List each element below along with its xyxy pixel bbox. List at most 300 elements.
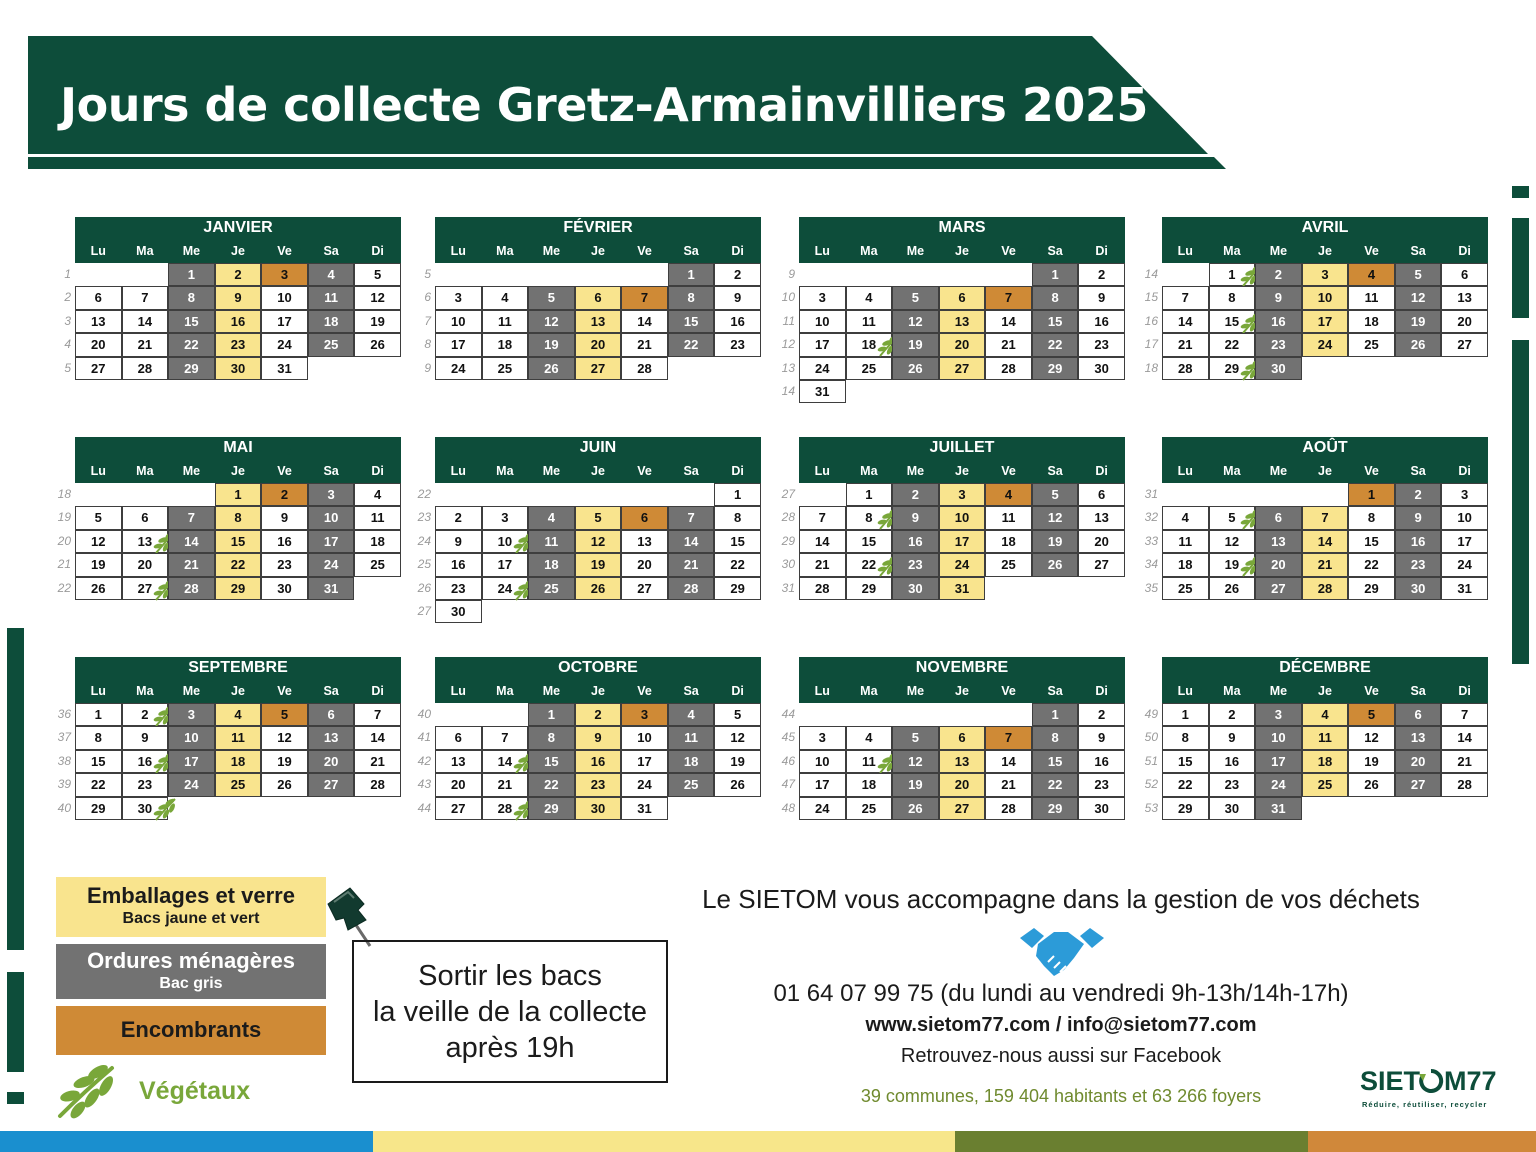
day-cell — [1209, 333, 1256, 356]
day-cell — [354, 703, 401, 726]
day-number: 30 — [1271, 360, 1286, 376]
day-cell — [1209, 726, 1256, 749]
day-number: 4 — [1367, 267, 1376, 282]
empty-cell — [528, 600, 575, 623]
week-row — [1144, 703, 1488, 726]
day-number: 27 — [451, 800, 466, 816]
day-number: 3 — [1321, 267, 1329, 282]
day-cell — [799, 577, 846, 600]
week-number: 13 — [781, 360, 795, 375]
week-row — [57, 530, 401, 553]
day-cell — [985, 310, 1032, 333]
month-calendar — [1144, 657, 1488, 820]
month-header: DÉCEMBRE — [1162, 657, 1488, 679]
day-cell — [1348, 773, 1395, 796]
day-cell — [621, 577, 668, 600]
weekday-header-row — [799, 679, 1125, 703]
empty-cell — [1302, 797, 1349, 820]
weekday-header: Di — [1458, 244, 1471, 258]
day-number: 12 — [1410, 290, 1426, 306]
week-number: 14 — [781, 383, 795, 398]
day-cell — [714, 263, 761, 286]
month-calendar — [1144, 437, 1488, 600]
day-number: 21 — [1001, 337, 1016, 353]
day-number: 31 — [954, 580, 970, 596]
day-cell — [482, 553, 529, 576]
day-number: 11 — [1364, 290, 1379, 306]
day-cell — [354, 286, 401, 309]
day-number: 28 — [370, 777, 385, 793]
day-cell — [261, 286, 308, 309]
day-cell — [528, 310, 575, 333]
day-number: 12 — [590, 533, 606, 549]
day-cell — [1255, 263, 1302, 286]
day-cell — [1078, 726, 1125, 749]
empty-cell — [482, 703, 529, 726]
week-row — [781, 380, 1125, 403]
day-cell — [1209, 750, 1256, 773]
day-cell — [714, 726, 761, 749]
weekday-header: Je — [955, 684, 969, 698]
day-cell — [1162, 750, 1209, 773]
week-number: 15 — [1144, 290, 1158, 305]
day-cell — [261, 506, 308, 529]
day-cell — [122, 797, 169, 820]
day-cell — [985, 797, 1032, 820]
day-cell — [1348, 530, 1395, 553]
day-number: 20 — [1410, 753, 1426, 769]
day-number: 2 — [1274, 267, 1283, 282]
weekday-header-row — [435, 679, 761, 703]
day-cell — [668, 530, 715, 553]
day-number: 15 — [861, 533, 877, 549]
day-number: 9 — [1274, 290, 1283, 306]
day-number: 30 — [1224, 800, 1240, 816]
day-cell — [621, 286, 668, 309]
day-number: 26 — [370, 337, 385, 353]
day-cell — [1441, 726, 1488, 749]
day-number: 29 — [730, 580, 745, 596]
empty-cell — [1209, 483, 1256, 506]
day-number: 26 — [544, 360, 559, 376]
week-number: 25 — [417, 557, 431, 572]
day-cell — [1395, 553, 1442, 576]
day-number: 10 — [277, 290, 292, 306]
day-cell — [215, 703, 262, 726]
day-number: 18 — [683, 753, 699, 769]
day-number: 3 — [454, 290, 462, 306]
empty-cell — [799, 703, 846, 726]
day-cell — [75, 726, 122, 749]
day-number: 29 — [1364, 580, 1379, 596]
day-number: 12 — [544, 313, 559, 329]
day-cell — [1209, 263, 1256, 286]
day-number: 2 — [734, 267, 742, 282]
week-row — [57, 726, 401, 749]
day-number: 10 — [1457, 510, 1472, 526]
week-row — [64, 286, 401, 309]
week-number: 36 — [57, 707, 71, 721]
empty-cell — [435, 703, 482, 726]
day-number: 24 — [1271, 777, 1286, 793]
day-number: 8 — [865, 510, 873, 526]
day-cell — [714, 577, 761, 600]
day-number: 22 — [730, 557, 745, 573]
day-number: 18 — [861, 337, 877, 353]
day-number: 2 — [454, 510, 462, 526]
empty-cell — [621, 263, 668, 286]
day-cell — [799, 506, 846, 529]
week-number: 21 — [57, 557, 71, 572]
info-web[interactable]: www.sietom77.com / info@sietom77.com — [865, 1014, 1257, 1036]
day-number: 1 — [687, 267, 695, 282]
day-cell — [482, 530, 529, 553]
month-header: AVRIL — [1162, 217, 1488, 239]
day-cell — [308, 333, 355, 356]
week-row — [417, 773, 761, 796]
weekday-header: Je — [955, 464, 969, 478]
empty-cell — [354, 797, 401, 820]
week-row — [417, 703, 761, 726]
day-cell — [985, 483, 1032, 506]
day-number: 23 — [1094, 337, 1109, 353]
day-cell — [575, 530, 622, 553]
day-number: 7 — [501, 730, 509, 746]
day-cell — [1032, 750, 1079, 773]
day-number: 4 — [1181, 510, 1189, 526]
weekday-header: Ve — [1001, 464, 1016, 478]
empty-cell — [1441, 797, 1488, 820]
day-number: 25 — [497, 360, 513, 376]
weekday-header: Di — [371, 464, 384, 478]
day-cell — [75, 357, 122, 380]
empty-cell — [799, 263, 846, 286]
day-cell — [1255, 333, 1302, 356]
weekday-header: Di — [1095, 244, 1108, 258]
day-cell — [1078, 286, 1125, 309]
day-number: 13 — [954, 313, 970, 329]
weekday-header-row — [799, 239, 1125, 263]
weekday-header: Ma — [496, 244, 514, 258]
month-header: NOVEMBRE — [799, 657, 1125, 679]
day-number: 29 — [1047, 800, 1063, 816]
week-number: 11 — [782, 313, 795, 328]
day-number: 5 — [1051, 487, 1059, 502]
empty-cell — [1032, 380, 1079, 403]
weekday-header: Lu — [450, 684, 466, 698]
month-calendar — [417, 437, 761, 623]
day-cell — [1395, 773, 1442, 796]
day-number: 23 — [730, 337, 745, 353]
weekday-header: Ma — [136, 244, 154, 258]
day-number: 9 — [594, 730, 602, 746]
day-number: 7 — [640, 290, 649, 306]
day-number: 15 — [730, 533, 745, 549]
day-number: 19 — [544, 337, 559, 353]
day-cell — [939, 530, 986, 553]
day-number: 17 — [954, 533, 970, 549]
day-number: 12 — [370, 290, 385, 306]
weekday-header: Lu — [814, 464, 830, 478]
day-cell — [668, 506, 715, 529]
day-cell — [75, 577, 122, 600]
weekday-header: Ve — [1364, 684, 1379, 698]
day-cell — [1032, 333, 1079, 356]
day-cell — [668, 310, 715, 333]
day-number: 10 — [1317, 290, 1333, 306]
day-number: 15 — [1178, 753, 1193, 769]
weekday-header: Je — [591, 244, 605, 258]
day-cell — [621, 333, 668, 356]
week-row — [1144, 577, 1488, 600]
day-cell — [1348, 286, 1395, 309]
week-row — [781, 553, 1125, 576]
weekday-header-row — [75, 679, 401, 703]
day-cell — [75, 506, 122, 529]
day-cell — [1162, 703, 1209, 726]
day-number: 20 — [637, 557, 652, 573]
empty-cell — [1348, 797, 1395, 820]
week-row — [417, 530, 761, 553]
day-number: 6 — [1274, 510, 1283, 526]
day-cell — [892, 286, 939, 309]
decor-bar-right-1 — [1512, 186, 1529, 198]
day-number: 13 — [1094, 510, 1109, 526]
day-number: 13 — [1271, 533, 1286, 549]
day-number: 26 — [1047, 557, 1063, 573]
day-number: 7 — [374, 707, 382, 722]
week-number: 19 — [57, 510, 71, 525]
day-number: 19 — [1410, 313, 1426, 329]
day-cell — [621, 357, 668, 380]
week-number: 35 — [1144, 580, 1158, 595]
day-cell — [435, 773, 482, 796]
day-cell — [168, 530, 215, 553]
day-number: 21 — [137, 337, 153, 353]
month-calendar — [781, 437, 1125, 600]
week-number: 17 — [1144, 337, 1158, 352]
weekday-header: Ve — [1364, 244, 1379, 258]
day-number: 10 — [815, 313, 830, 329]
day-number: 22 — [1047, 777, 1063, 793]
week-number: 26 — [417, 580, 431, 595]
day-cell — [75, 750, 122, 773]
day-cell — [354, 333, 401, 356]
weekday-header: Je — [591, 464, 605, 478]
week-row — [57, 506, 401, 529]
day-cell — [1255, 357, 1302, 380]
day-number: 17 — [637, 753, 652, 769]
day-number: 1 — [1181, 707, 1189, 722]
day-cell — [799, 797, 846, 820]
day-number: 19 — [1224, 557, 1240, 573]
day-number: 16 — [1271, 313, 1286, 329]
day-number: 7 — [141, 290, 149, 306]
day-number: 15 — [184, 313, 199, 329]
day-cell — [668, 333, 715, 356]
day-cell — [168, 726, 215, 749]
day-cell — [308, 553, 355, 576]
day-cell — [75, 773, 122, 796]
week-row — [417, 553, 761, 576]
empty-cell — [215, 797, 262, 820]
week-number: 47 — [781, 777, 795, 792]
weekday-header: Sa — [323, 244, 339, 258]
week-number: 3 — [64, 313, 71, 328]
weekday-header: Lu — [1177, 464, 1193, 478]
day-number: 4 — [865, 730, 873, 746]
weekday-header: Di — [371, 684, 384, 698]
day-cell — [668, 286, 715, 309]
day-number: 15 — [1047, 753, 1063, 769]
day-cell — [939, 726, 986, 749]
day-number: 17 — [1317, 313, 1333, 329]
day-number: 28 — [1001, 800, 1016, 816]
footer-bar-orange — [1308, 1131, 1536, 1152]
day-cell — [1302, 263, 1349, 286]
day-number: 10 — [954, 510, 970, 526]
empty-cell — [354, 357, 401, 380]
day-number: 14 — [184, 533, 199, 549]
day-cell — [308, 310, 355, 333]
day-number: 8 — [234, 510, 242, 526]
legend-ordures — [56, 944, 326, 999]
day-cell — [1162, 286, 1209, 309]
day-number: 28 — [1001, 360, 1016, 376]
day-number: 11 — [544, 533, 559, 549]
day-cell — [575, 506, 622, 529]
day-number: 29 — [1224, 360, 1240, 376]
day-cell — [122, 506, 169, 529]
day-cell — [1255, 773, 1302, 796]
day-number: 26 — [1224, 580, 1240, 596]
week-row — [57, 483, 401, 506]
day-number: 14 — [1178, 313, 1193, 329]
day-number: 17 — [1457, 533, 1472, 549]
day-number: 13 — [954, 753, 970, 769]
day-number: 16 — [730, 313, 745, 329]
day-number: 13 — [451, 753, 466, 769]
day-number: 27 — [637, 580, 652, 596]
empty-cell — [985, 577, 1032, 600]
day-cell — [75, 310, 122, 333]
day-cell — [168, 357, 215, 380]
day-cell — [215, 750, 262, 773]
day-number: 1 — [734, 487, 742, 502]
day-cell — [75, 333, 122, 356]
weekday-header: Ve — [637, 464, 652, 478]
empty-cell — [1162, 483, 1209, 506]
day-cell — [1395, 286, 1442, 309]
weekday-header: Ve — [637, 684, 652, 698]
week-row — [781, 333, 1125, 356]
weekday-header: Ma — [136, 464, 154, 478]
day-cell — [799, 333, 846, 356]
weekday-header: Lu — [1177, 684, 1193, 698]
day-number: 23 — [451, 580, 466, 596]
day-number: 4 — [547, 510, 556, 526]
weekday-header: Lu — [90, 464, 106, 478]
month-calendar — [1144, 217, 1488, 380]
day-number: 7 — [818, 510, 826, 526]
day-number: 5 — [594, 510, 602, 526]
day-cell — [1441, 750, 1488, 773]
day-number: 12 — [277, 730, 292, 746]
day-number: 22 — [91, 777, 106, 793]
day-number: 20 — [590, 337, 606, 353]
decor-bar-left-2 — [7, 972, 24, 1072]
day-number: 30 — [451, 603, 466, 619]
day-cell — [892, 773, 939, 796]
weekday-header: Lu — [450, 464, 466, 478]
decor-bar-right-3 — [1512, 340, 1529, 664]
day-number: 7 — [687, 510, 695, 526]
day-number: 21 — [497, 777, 513, 793]
day-cell — [1441, 286, 1488, 309]
day-number: 24 — [954, 557, 970, 573]
week-row — [781, 577, 1125, 600]
week-number: 8 — [424, 337, 431, 352]
empty-cell — [1255, 483, 1302, 506]
legend-emballages-subtitle: Bacs jaune et vert — [122, 910, 260, 927]
day-cell — [939, 357, 986, 380]
day-number: 28 — [1317, 580, 1333, 596]
day-number: 2 — [1098, 707, 1106, 722]
week-number: 40 — [57, 800, 71, 815]
day-cell — [1348, 750, 1395, 773]
day-number: 8 — [94, 730, 102, 746]
day-cell — [168, 263, 215, 286]
month-calendar — [781, 657, 1125, 820]
reminder-line-3: après 19h — [445, 1032, 575, 1064]
day-cell — [308, 750, 355, 773]
week-number: 50 — [1144, 730, 1158, 745]
day-cell — [308, 286, 355, 309]
day-number: 7 — [1461, 707, 1469, 722]
day-number: 10 — [815, 753, 830, 769]
day-cell — [668, 263, 715, 286]
week-number: 24 — [417, 533, 431, 548]
weekday-header: Me — [1269, 684, 1288, 698]
weekday-header: Me — [182, 244, 201, 258]
day-number: 9 — [280, 510, 289, 526]
day-number: 23 — [277, 557, 292, 573]
day-cell — [215, 483, 262, 506]
day-cell — [939, 797, 986, 820]
day-cell — [668, 553, 715, 576]
day-number: 15 — [544, 753, 559, 769]
day-cell — [435, 553, 482, 576]
week-number: 33 — [1144, 533, 1158, 548]
day-number: 3 — [958, 487, 966, 502]
day-cell — [799, 773, 846, 796]
day-number: 13 — [637, 533, 652, 549]
day-number: 16 — [277, 533, 292, 549]
day-number: 5 — [911, 730, 920, 746]
day-number: 30 — [1410, 580, 1426, 596]
day-number: 14 — [370, 730, 385, 746]
month-calendar — [781, 217, 1125, 403]
empty-cell — [75, 483, 122, 506]
month-header: JUILLET — [799, 437, 1125, 459]
day-cell — [846, 726, 893, 749]
empty-cell — [1302, 357, 1349, 380]
day-number: 30 — [277, 580, 292, 596]
day-number: 27 — [954, 800, 970, 816]
day-number: 4 — [501, 290, 509, 306]
day-cell — [985, 726, 1032, 749]
day-cell — [215, 310, 262, 333]
